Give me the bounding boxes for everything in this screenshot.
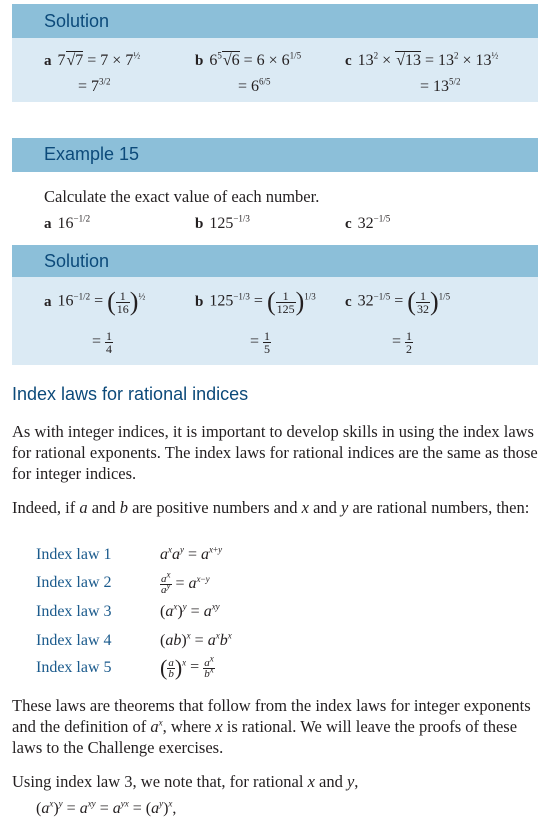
solution2-a: a $16^{-1/2}$ = ( $\frac{1}{16}$ )$^{\frac{1}{2}}$ <box>44 287 146 316</box>
index-law-4-expression: $(ab)^x = a^xb^x$ <box>160 630 232 649</box>
section-para1: As with integer indices, it is important to develop skills in using the index laws for rational exponents. The index laws for rational indices are the same as those for integer indices. <box>12 422 538 483</box>
section-title: Index laws for rational indices <box>12 384 249 404</box>
example-header: Example 15 <box>44 144 140 164</box>
solution2-header: Solution <box>44 251 110 271</box>
index-law-3-expression: $(a^x)^y = a^{xy}$ <box>160 601 220 620</box>
index-law-1: Index law 1 $a^xa^y = a^{x+y}$ <box>36 544 223 563</box>
example-prompt: Calculate the exact value of each number. <box>44 187 320 206</box>
example-c: c $32^{-1/5}$ <box>345 213 391 232</box>
solution1-c-result: = $13^{5/2}$ <box>420 76 461 95</box>
index-law-3: Index law 3 $(a^x)^y = a^{xy}$ <box>36 601 220 620</box>
index-law-1-expression: $a^xa^y = a^{x+y}$ <box>160 544 223 563</box>
solution2-a-result: = $\frac{1}{4}$ <box>92 329 113 356</box>
solution2-c-result: = $\frac{1}{2}$ <box>392 329 413 356</box>
solution2-b: b $125^{-1/3}$ = ( $\frac{1}{125}$ )$^{1/3}$ <box>195 287 316 316</box>
section-identity: $(a^x)^y = a^{xy} = a^{yx} = (a^y)^x$, <box>36 798 177 817</box>
section-para2: Indeed, if a and b are positive numbers and x and y are rational numbers, then: <box>12 498 530 517</box>
example-a: a $16^{-1/2}$ <box>44 213 91 232</box>
solution1-a-result: = $7^{3/2}$ <box>78 76 111 95</box>
solution2-c: c $32^{-1/5}$ = ( $\frac{1}{32}$ )$^{1/5}$ <box>345 287 451 316</box>
section-para4: Using index law 3, we note that, for rational x and y, <box>12 772 359 791</box>
solution1-c: c $13^2 \times √13 = 13^2 \times 13^{\frac{1}{2}}$ <box>345 50 499 69</box>
solution1-b-result: = $6^{6/5}$ <box>238 76 271 95</box>
index-law-2-expression: $\frac{a^x}{a^y}$ = $a^{x-y}$ <box>161 569 210 596</box>
solution1-b: b $6^5√6 = 6 \times 6^{1/5}$ <box>195 50 302 69</box>
section-para3: These laws are theorems that follow from the index laws for integer exponents and the definition of $a^x$, where x is rational. We will leave the proofs of these laws to the Challenge exercises. <box>12 696 531 757</box>
index-law-5: Index law 5 ( $\frac{a}{b}$ )$^x$ = $\frac{a^x}{b^x}$ <box>36 652 214 680</box>
index-law-5-expression: ( $\frac{a}{b}$ )$^x$ = $\frac{a^x}{b^x}$ <box>160 652 214 680</box>
index-law-2: Index law 2 $\frac{a^x}{a^y}$ = $a^{x-y}$ <box>36 569 210 596</box>
solution1-header: Solution <box>44 11 110 31</box>
example-b: b $125^{-1/3}$ <box>195 213 250 232</box>
solution2-b-result: = $\frac{1}{5}$ <box>250 329 271 356</box>
index-law-4: Index law 4 $(ab)^x = a^xb^x$ <box>36 630 232 649</box>
solution1-a: a $7√7 = 7 \times 7^{\frac{1}{2}}$ <box>44 50 141 69</box>
